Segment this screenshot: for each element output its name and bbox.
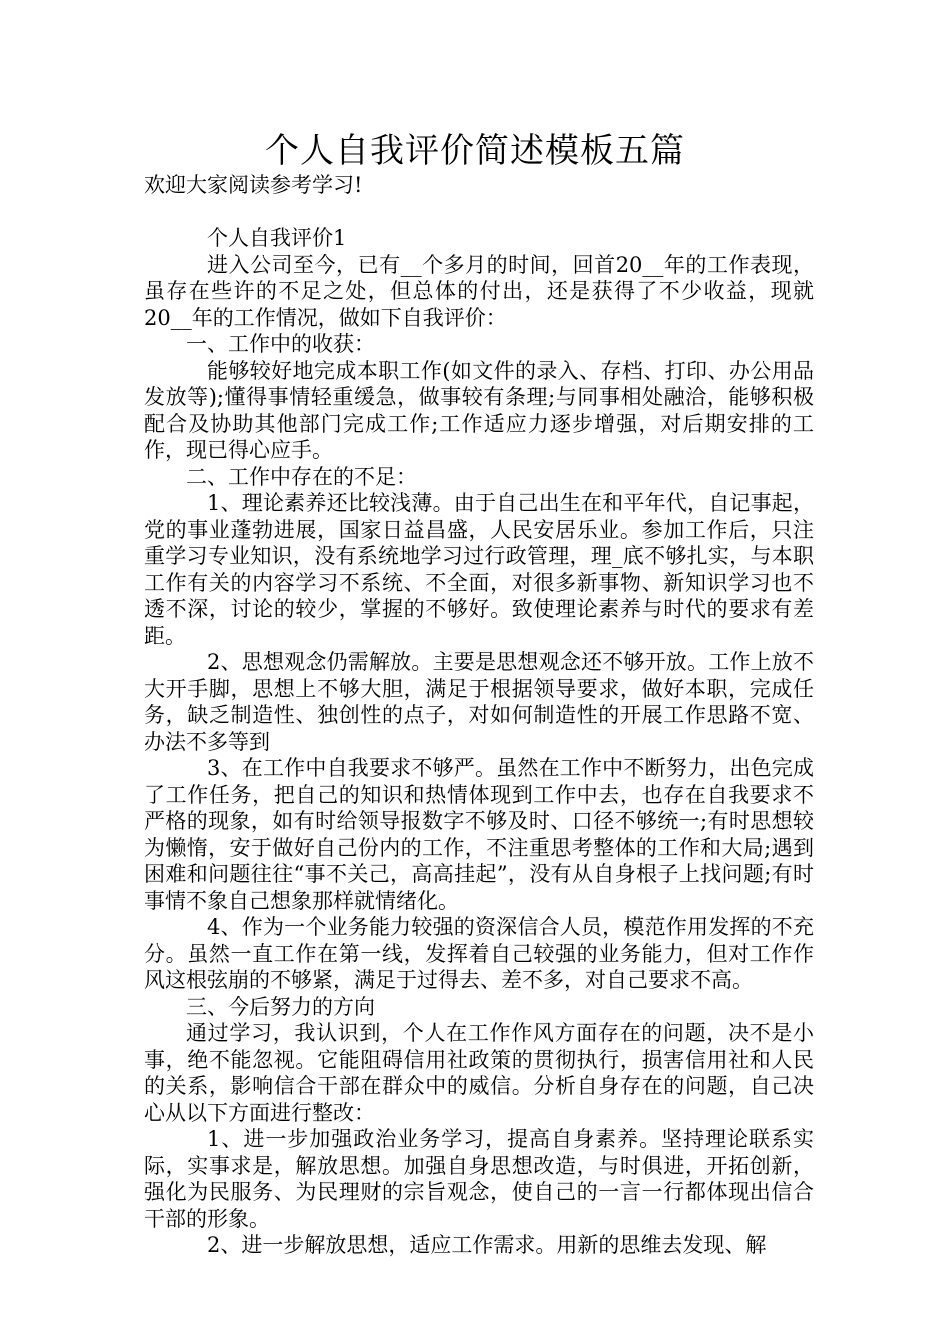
section-heading: 三、今后努力的方向	[186, 994, 375, 1019]
body-paragraph: 4、作为一个业务能力较强的资深信合人员，模范作用发挥的不充分。虽然一直工作在第一线，发挥着自己较强的业务能力，但对工作作风这根弦崩的不够紧，满足于过得去、差不多，对自己要求不高。	[144, 915, 814, 992]
body-paragraph: 1、进一步加强政治业务学习，提高自身素养。坚持理论联系实际，实事求是，解放思想。加强自身思想改造，与时俱进，开拓创新，强化为民服务、为民理财的宗旨观念，使自己的一言一行都体现出信合干部的形象。	[144, 1127, 814, 1231]
document-body	[144, 172, 814, 1259]
section-heading: 二、工作中存在的不足：	[186, 464, 417, 489]
body-paragraph: 2、进一步解放思想，适应工作需求。用新的思维去发现、解	[207, 1233, 767, 1257]
body-paragraph: 3、在工作中自我要求不够严。虽然在工作中不断努力，出色完成了工作任务，把自己的知识和热情体现到工作中去，也存在自我要求不严格的现象，如有时给领导报数字不够及时、口径不够统一;有时思想较为懒惰，安于做好自己份内的工作，不注重思考整体的工作和大局;遇到困难和问题往往“事不关己，高高挂起”，没有从自身根子上找问题;有时事情不象自己想象那样就情绪化。	[144, 756, 814, 913]
body-paragraph: 1、理论素养还比较浅薄。由于自己出生在和平年代，自记事起，党的事业蓬勃进展，国家日益昌盛，人民安居乐业。参加工作后，只注重学习专业知识，没有系统地学习过行政管理，理_底不够扎实，与本职工作有关的内容学习不系统、不全面，对很多新事物、新知识学习也不透不深，讨论的较少，掌握的不够好。致使理论素养与时代的要求有差距。	[144, 491, 814, 648]
intro-line: 欢迎大家阅读参考学习!	[144, 173, 363, 197]
document-title: 个人自我评价简述模板五篇	[265, 131, 685, 171]
body-paragraph: 通过学习，我认识到，个人在工作作风方面存在的问题，决不是小事，绝不能忽视。它能阻碍信用社政策的贯彻执行，损害信用社和人民的关系，影响信合干部在群众中的威信。分析自身存在的问题，自己决心从以下方面进行整改：	[144, 1021, 814, 1125]
section-heading: 个人自我评价1	[207, 226, 347, 250]
body-paragraph: 进入公司至今，已有__个多月的时间，回首20__年的工作表现，虽存在些许的不足之处，但总体的付出，还是获得了不少收益，现就20__年的工作情况，做如下自我评价：	[144, 252, 814, 330]
section-heading: 一、工作中的收获：	[186, 332, 375, 356]
body-paragraph: 能够较好地完成本职工作(如文件的录入、存档、打印、办公用品发放等);懂得事情轻重缓急，做事较有条理;与同事相处融洽，能够积极配合及协助其他部门完成工作;工作适应力逐步增强，对后期安排的工作，现已得心应手。	[144, 358, 814, 462]
body-paragraph: 2、思想观念仍需解放。主要是思想观念还不够开放。工作上放不大开手脚，思想上不够大胆，满足于根据领导要求，做好本职，完成任务，缺乏制造性、独创性的点子，对如何制造性的开展工作思路不宽、办法不多等到	[144, 650, 814, 754]
